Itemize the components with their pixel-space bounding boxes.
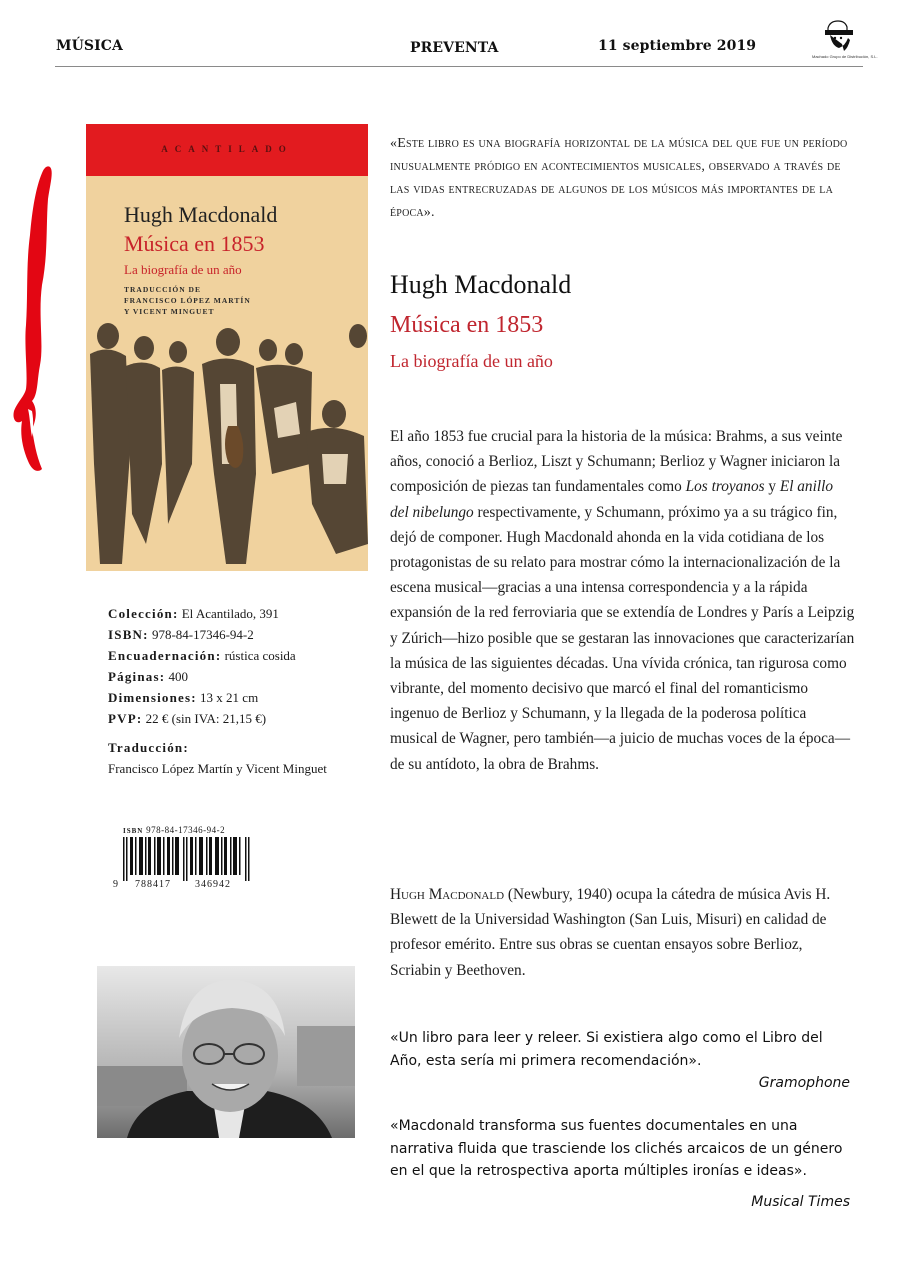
- author-portrait-image: [97, 966, 355, 1138]
- book-subtitle: La biografía de un año: [390, 351, 553, 371]
- spec-binding: Encuadernación: rústica cosida: [108, 648, 296, 663]
- logo-caption: Machado Grupo de Distribución, S.L.: [812, 54, 878, 59]
- cover-publisher: ACANTILADO: [161, 144, 293, 154]
- book-specs: [108, 603, 370, 779]
- cover-author: Hugh Macdonald: [124, 202, 278, 227]
- translation-value: Francisco López Martín y Vicent Minguet: [108, 761, 327, 776]
- hat-man-logo-icon: [812, 18, 864, 54]
- review-quote: [390, 1115, 850, 1213]
- book-author: Hugh Macdonald: [390, 270, 572, 299]
- review-quote: [390, 1027, 850, 1095]
- review-text: «Un libro para leer y releer. Si existiera algo como el Libro del Año, esta sería mi primera recomendación».: [390, 1030, 823, 1069]
- release-date: 11 septiembre 2019: [598, 38, 757, 54]
- author-bio: Hugh Macdonald (Newbury, 1940) ocupa la cátedra de música Avis H. Blewett de la Universidad Washington (San Luis, Misuri) en calidad de profesor emérito. Entre sus obras se cuentan ensayos sobre Berlioz, Scriabin y Beethoven.: [390, 886, 831, 979]
- presale-label: PREVENTA: [410, 40, 499, 56]
- book-cover: [86, 124, 368, 571]
- cover-title: Música en 1853: [124, 231, 265, 256]
- isbn-barcode: [113, 823, 263, 893]
- cover-translation-line: Y VICENT MINGUET: [124, 307, 215, 316]
- spec-price: PVP: 22 € (sin IVA: 21,15 €): [108, 711, 267, 726]
- pull-quote: «Este libro es una biografía horizontal de la música del que fue un período inusualmente pródigo en acontecimientos musicales, observado a través de las vidas entrecruzadas de algunos de los músicos más importantes de la época».: [390, 136, 848, 220]
- spec-pages: Páginas: 400: [108, 669, 189, 684]
- synopsis: El año 1853 fue crucial para la historia de la música: Brahms, a sus veinte años, conoció a Berlioz, Liszt y Schumann; Berlioz y Wagner iniciaron la composición de piezas tan fundamentales como Los troyanos y El anillo del nibelungo respectivamente, y Schumann, próximo ya a su trágico fin, dejó de componer. Hugh Macdonald ahonda en la vida cotidiana de los protagonistas de su relato para mostrar cómo la internacionalización de la escena musical—gracias a una intensa correspondencia y a la rápida expansión de la red ferroviaria que se extendía de Londres y París a Leipzig y Zúrich—hizo posible que se gestaran las innovaciones que caracterizarían la música de las siguientes décadas. Una vívida crónica, tan rigurosa como vibrante, del momento decisivo que marcó el final del romanticismo ingenuo de Berlioz y Schumann, y la llegada de la poderosa política musical de Wagner, pero también—a juicio de muchas voces de la época—de su antídoto, la obra de Brahms.: [390, 428, 855, 773]
- cover-translation: [124, 284, 251, 317]
- work-title: El anillo del nibelungo: [390, 478, 833, 521]
- cover-translation-line: FRANCISCO LÓPEZ MARTÍN: [124, 296, 251, 305]
- header-divider: [55, 66, 863, 67]
- distributor-logo: [812, 18, 878, 60]
- section-label: MÚSICA: [56, 38, 123, 54]
- spec-isbn: ISBN: 978-84-17346-94-2: [108, 627, 254, 642]
- cover-subtitle: La biografía de un año: [124, 262, 242, 277]
- diver-silhouette-icon: [10, 165, 54, 477]
- work-title: Los troyanos: [685, 478, 765, 496]
- cover-translation-line: TRADUCCIÓN DE: [124, 285, 201, 294]
- barcode-digits-left: 788417: [135, 879, 171, 890]
- review-text: «Macdonald transforma sus fuentes documentales en una narrativa fluida que trasciende los clichés arcaicos de un género en el que la retrospectiva aporta múltiples ironías e ideas».: [390, 1118, 843, 1179]
- spec-dimensions: Dimensiones: 13 x 21 cm: [108, 690, 259, 705]
- barcode-isbn-text: ISBN 978-84-17346-94-2: [123, 825, 226, 835]
- spec-collection: Colección: El Acantilado, 391: [108, 606, 279, 621]
- author-photo: [97, 966, 355, 1138]
- book-title: Música en 1853: [390, 312, 544, 338]
- barcode-digit-first: 9: [113, 879, 119, 890]
- bio-author-name: Hugh Macdonald: [390, 886, 505, 903]
- barcode-digits-right: 346942: [195, 879, 231, 890]
- translation-label: Traducción:: [108, 740, 189, 755]
- review-source: Musical Times: [751, 1193, 850, 1210]
- musicians-engraving-image: [86, 314, 368, 571]
- review-source: Gramophone: [758, 1075, 850, 1091]
- barcode-bars-icon: [123, 837, 251, 881]
